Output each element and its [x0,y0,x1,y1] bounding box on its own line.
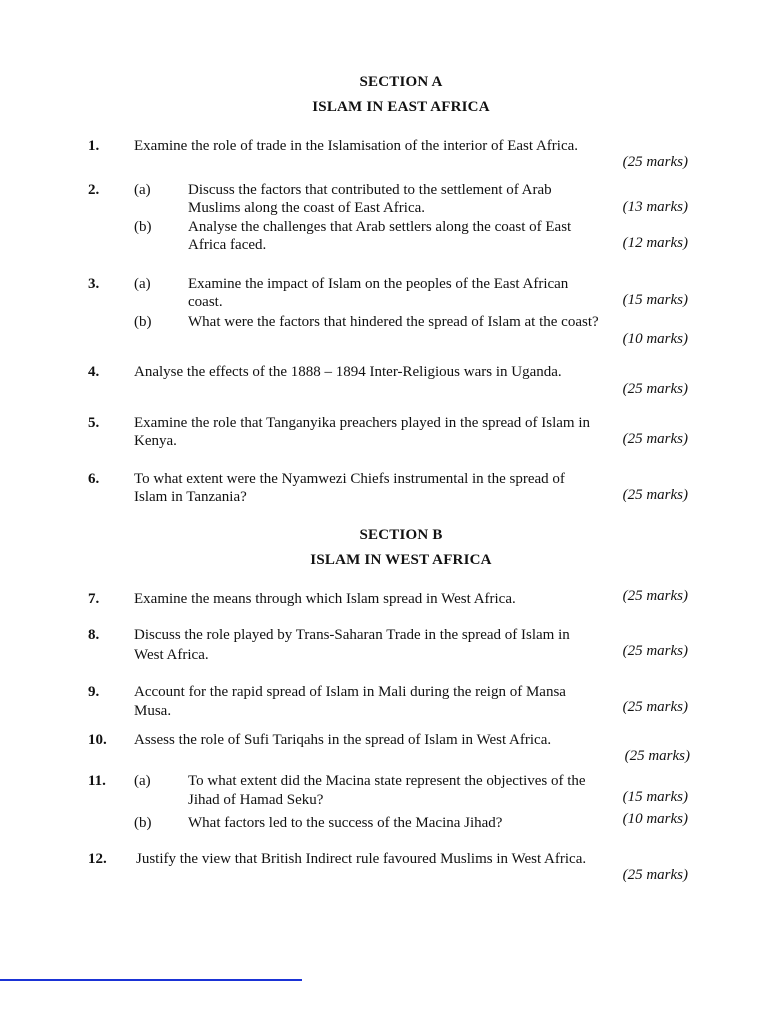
section-a-subtitle: ISLAM IN EAST AFRICA [312,99,490,115]
question-text: Muslims along the coast of East Africa. [188,200,426,216]
question-number: 3. [88,276,100,292]
question-number: 12. [88,851,107,867]
question-marks: (15 marks) [622,292,688,308]
question-marks: (13 marks) [622,199,688,215]
question-marks: (25 marks) [622,643,688,659]
question-number: 6. [88,471,100,487]
question-text: Analyse the challenges that Arab settlers along the coast of East [188,219,572,235]
sub-label: (b) [134,314,152,330]
question-text: What were the factors that hindered the spread of Islam at the coast? [188,314,599,330]
section-b-title: SECTION B [359,527,443,543]
question-marks: (25 marks) [622,588,688,604]
question-marks: (25 marks) [622,867,688,883]
question-marks: (25 marks) [624,748,690,764]
question-marks: (15 marks) [622,789,688,805]
sub-label: (a) [134,773,151,789]
question-text: What factors led to the success of the Macina Jihad? [188,815,503,831]
question-text: Discuss the factors that contributed to the settlement of Arab [188,182,552,198]
question-text: coast. [188,294,223,310]
question-text: Examine the role that Tanganyika preachers played in the spread of Islam in [134,415,591,431]
question-marks: (10 marks) [622,331,688,347]
question-number: 2. [88,182,100,198]
question-number: 1. [88,138,100,154]
question-number: 10. [88,732,107,748]
question-marks: (10 marks) [622,811,688,827]
question-text: Kenya. [134,433,177,449]
question-marks: (25 marks) [622,381,688,397]
question-marks: (25 marks) [622,487,688,503]
question-text: To what extent were the Nyamwezi Chiefs instrumental in the spread of [134,471,565,487]
question-text: Assess the role of Sufi Tariqahs in the spread of Islam in West Africa. [134,732,552,748]
question-number: 5. [88,415,100,431]
question-text: Musa. [134,703,172,719]
footer-rule [0,979,302,981]
question-marks: (25 marks) [622,431,688,447]
question-text: Account for the rapid spread of Islam in Mali during the reign of Mansa [134,684,566,700]
question-number: 4. [88,364,100,380]
question-marks: (25 marks) [622,154,688,170]
question-text: Examine the means through which Islam spread in West Africa. [134,591,516,607]
question-text: Analyse the effects of the 1888 – 1894 Inter-Religious wars in Uganda. [134,364,562,380]
question-number: 11. [88,773,106,789]
question-number: 8. [88,627,100,643]
question-text: Jihad of Hamad Seku? [188,792,324,808]
sub-label: (b) [134,815,152,831]
sub-label: (b) [134,219,152,235]
question-number: 7. [88,591,100,607]
question-text: Examine the role of trade in the Islamisation of the interior of East Africa. [134,138,579,154]
question-text: West Africa. [134,647,209,663]
sub-label: (a) [134,276,151,292]
question-text: Islam in Tanzania? [134,489,247,505]
sub-label: (a) [134,182,151,198]
question-text: Discuss the role played by Trans-Saharan Trade in the spread of Islam in [134,627,570,643]
section-b-subtitle: ISLAM IN WEST AFRICA [310,552,492,568]
question-marks: (12 marks) [622,235,688,251]
question-marks: (25 marks) [622,699,688,715]
question-text: To what extent did the Macina state represent the objectives of the [188,773,586,789]
question-text: Africa faced. [188,237,267,253]
question-text: Examine the impact of Islam on the peoples of the East African [188,276,569,292]
section-a-title: SECTION A [359,74,443,90]
question-number: 9. [88,684,100,700]
question-text: Justify the view that British Indirect rule favoured Muslims in West Africa. [136,851,587,867]
